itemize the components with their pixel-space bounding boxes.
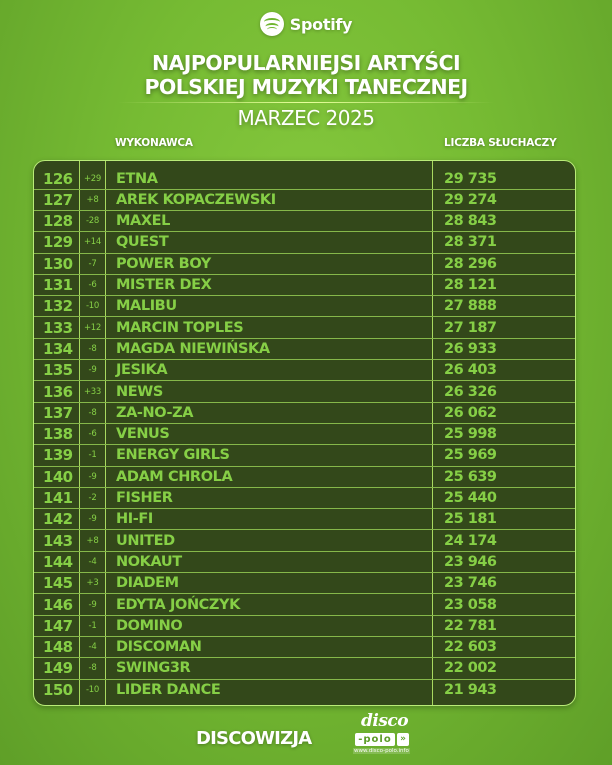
artist-cell: SWING3R [116, 660, 191, 677]
change-cell: +12 [83, 322, 102, 333]
rank-cell: 127 [43, 190, 73, 209]
listeners-cell: 23 746 [444, 575, 497, 592]
spotify-logo [0, 12, 612, 36]
rank-cell: 131 [43, 276, 73, 294]
rank-cell: 132 [43, 297, 73, 316]
artist-cell: ENERGY GIRLS [116, 447, 230, 464]
artist-cell: ETNA [116, 170, 158, 187]
change-cell: -8 [88, 407, 97, 418]
rank-cell: 145 [43, 574, 73, 593]
artist-cell: MARCIN TOPLES [116, 319, 244, 336]
listeners-cell: 28 296 [444, 255, 497, 272]
change-cell: +29 [83, 173, 102, 184]
artist-cell: VENUS [116, 426, 170, 443]
listeners-cell: 29 735 [444, 170, 497, 187]
change-cell: +14 [83, 237, 102, 248]
table-row [34, 552, 575, 573]
column-header-artist: WYKONAWCA [115, 137, 193, 149]
artist-cell: QUEST [116, 234, 169, 251]
artist-cell: MALIBU [116, 298, 177, 315]
artist-cell: JESIKA [116, 362, 168, 379]
listeners-cell: 28 843 [444, 213, 497, 230]
change-cell: -7 [88, 258, 97, 269]
artist-cell: POWER BOY [116, 255, 211, 272]
rank-cell: 144 [43, 552, 73, 571]
change-cell: -4 [88, 642, 97, 653]
table-row [34, 616, 575, 637]
change-cell: +33 [83, 386, 102, 397]
listeners-cell: 25 998 [444, 426, 497, 443]
table-row [34, 658, 575, 679]
listeners-cell: 25 440 [444, 490, 497, 506]
artist-cell: ADAM CHROLA [116, 468, 233, 485]
page-title-line2: POLSKIEJ MUZYKI TANECZNEJ [144, 75, 468, 99]
change-cell: -1 [88, 450, 97, 461]
rank-cell: 138 [43, 425, 73, 444]
listeners-cell: 27 187 [444, 319, 497, 336]
rank-cell: 150 [43, 680, 73, 699]
change-cell: +8 [86, 535, 99, 546]
listeners-cell: 25 639 [444, 468, 497, 485]
table-row [34, 573, 575, 594]
table-row [34, 275, 575, 296]
disco-polo-logo [353, 711, 415, 761]
rank-cell: 142 [43, 510, 73, 529]
forward-arrows-icon: » [397, 733, 409, 746]
table-row [34, 169, 575, 190]
listeners-cell: 24 174 [444, 532, 497, 549]
table-row [34, 509, 575, 530]
table-row [34, 531, 575, 552]
rank-cell: 146 [43, 595, 73, 614]
table-row [34, 211, 575, 232]
table-row [34, 595, 575, 616]
artist-cell: UNITED [116, 532, 175, 549]
artist-cell: NEWS [116, 383, 163, 400]
rank-cell: 148 [43, 638, 73, 657]
table-row [34, 382, 575, 403]
table-row [34, 339, 575, 360]
table-row [34, 232, 575, 253]
rank-cell: 135 [43, 361, 73, 380]
artist-cell: ZA-NO-ZA [116, 404, 194, 421]
logo-url: www.disco-polo.info [354, 748, 409, 754]
rank-cell: 139 [43, 446, 73, 465]
listeners-cell: 26 326 [444, 383, 497, 400]
table-row [34, 488, 575, 509]
page-title-line1: NAJPOPULARNIEJSI ARTYŚCI [151, 51, 461, 75]
change-cell: -8 [88, 343, 97, 354]
table-row [34, 467, 575, 488]
listeners-cell: 26 933 [444, 340, 497, 357]
table-row [34, 318, 575, 339]
listeners-cell: 22 603 [444, 639, 497, 656]
listeners-cell: 23 058 [444, 596, 497, 613]
listeners-cell: 25 181 [444, 511, 497, 528]
change-cell: -10 [86, 684, 99, 695]
table-row [34, 445, 575, 466]
rank-cell: 149 [43, 659, 73, 678]
change-cell: -9 [88, 514, 97, 525]
listeners-cell: 22 781 [444, 617, 497, 634]
rank-cell: 140 [43, 467, 73, 486]
artist-cell: AREK KOPACZEWSKI [116, 191, 276, 208]
rank-cell: 129 [43, 233, 73, 252]
change-cell: +3 [86, 578, 99, 589]
table-row [34, 190, 575, 211]
artist-cell: LIDER DANCE [116, 681, 221, 698]
rank-cell: 143 [43, 531, 73, 550]
logo-disco-text: disco [361, 711, 409, 731]
spotify-icon [260, 12, 284, 36]
rank-cell: 128 [43, 212, 73, 231]
listeners-cell: 21 943 [444, 681, 497, 698]
table-row [34, 254, 575, 275]
change-cell: -9 [88, 599, 97, 610]
rank-cell: 141 [43, 489, 73, 507]
table-row [34, 360, 575, 381]
artist-cell: DOMINO [116, 617, 183, 634]
listeners-cell: 29 274 [444, 191, 497, 208]
page-subtitle: MARZEC 2025 [237, 106, 375, 130]
artist-cell: MAGDA NIEWIŃSKA [116, 340, 270, 357]
rank-cell: 136 [43, 382, 73, 401]
change-cell: -6 [88, 280, 97, 290]
rank-cell: 137 [43, 403, 73, 422]
change-cell: -10 [86, 301, 99, 312]
artist-cell: DISCOMAN [116, 639, 202, 656]
change-cell: -8 [88, 663, 97, 674]
change-cell: -9 [88, 471, 97, 482]
change-cell: -2 [88, 493, 97, 503]
table-row [34, 424, 575, 445]
change-cell: -4 [88, 556, 97, 567]
rank-cell: 130 [43, 254, 73, 273]
listeners-cell: 25 969 [444, 447, 497, 464]
artist-cell: DIADEM [116, 575, 179, 592]
listeners-cell: 28 121 [444, 277, 497, 293]
change-cell: -1 [88, 620, 97, 631]
discowizja-logo: DISCOWIZJA [196, 728, 312, 749]
artist-cell: FISHER [116, 490, 173, 506]
listeners-cell: 26 062 [444, 404, 497, 421]
change-cell: -28 [86, 216, 99, 227]
listeners-cell: 22 002 [444, 660, 497, 677]
artist-cell: HI-FI [116, 511, 153, 528]
rank-cell: 133 [43, 318, 73, 337]
change-cell: -6 [88, 429, 97, 440]
logo-polo-text: -polo [355, 733, 395, 746]
artist-cell: EDYTA JOŃCZYK [116, 596, 240, 613]
table-row [34, 637, 575, 658]
listeners-cell: 28 371 [444, 234, 497, 251]
table-row [34, 403, 575, 424]
listeners-cell: 27 888 [444, 298, 497, 315]
table-row [34, 680, 575, 701]
change-cell: +8 [86, 194, 99, 205]
change-cell: -9 [88, 365, 97, 376]
rank-cell: 147 [43, 616, 73, 635]
artist-cell: MISTER DEX [116, 277, 212, 293]
column-header-listeners: LICZBA SŁUCHACZY [444, 137, 557, 149]
rank-cell: 134 [43, 339, 73, 358]
artist-cell: NOKAUT [116, 553, 182, 570]
table-row [34, 296, 575, 317]
rank-cell: 126 [43, 169, 73, 188]
title-divider [118, 102, 494, 103]
spotify-wordmark: Spotify [289, 14, 353, 34]
artist-cell: MAXEL [116, 213, 170, 230]
ranking-table [33, 160, 576, 706]
listeners-cell: 26 403 [444, 362, 497, 379]
listeners-cell: 23 946 [444, 553, 497, 570]
